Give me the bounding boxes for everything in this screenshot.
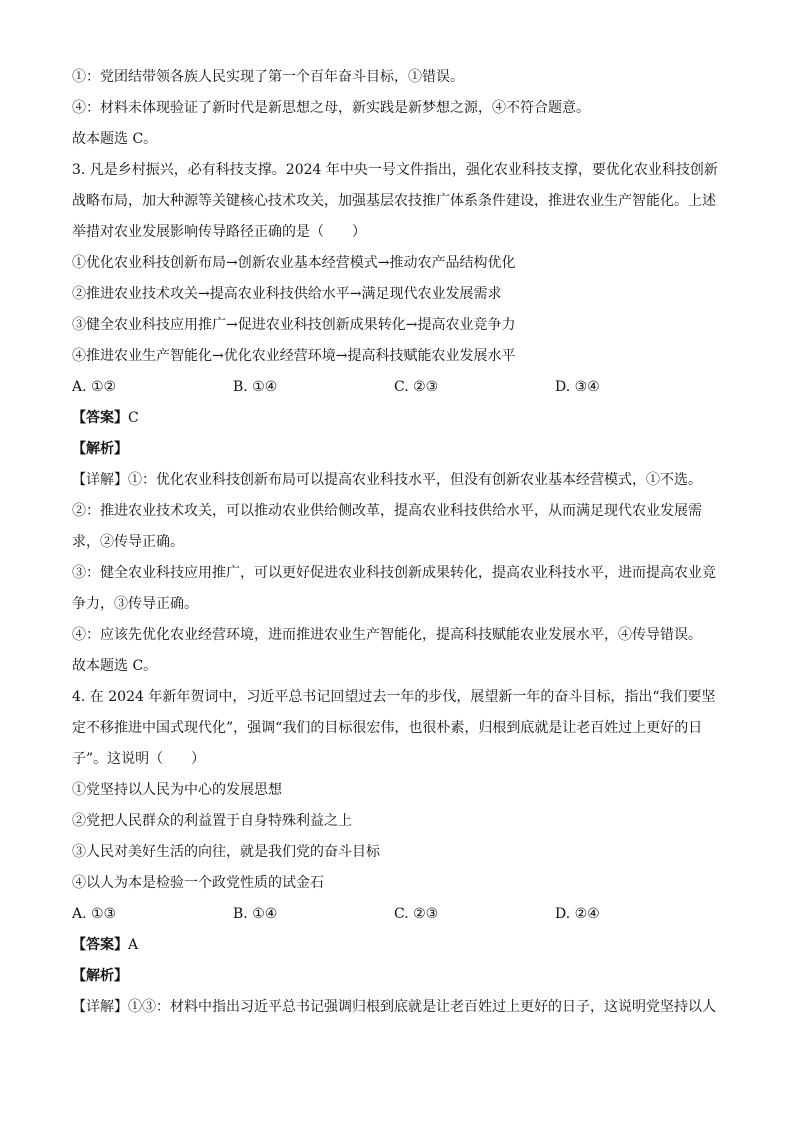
q3-options <box>72 372 732 403</box>
q2-conclusion: 故本题选 C。 <box>72 131 158 147</box>
q4-options <box>72 899 732 930</box>
q4-stem-line-2: 定不移推进中国式现代化”，强调“我们的目标很宏伟，也很朴素，归根到底就是让老百姓过上更好的日 <box>72 720 703 736</box>
q3-stem-line-1: 3. 凡是乡村振兴，必有科技支撑。2024 年中央一号文件指出，强化农业科技支撑，要优化农业科技创新 <box>72 162 718 178</box>
q4-statement-1: ①党坚持以人民为中心的发展思想 <box>72 782 282 798</box>
q3-detail-line-1: 【详解】①：优化农业科技创新布局可以提高农业科技水平，但没有创新农业基本经营模式，①不选。 <box>72 472 702 488</box>
q3-statement-1: ①优化农业科技创新布局→创新农业基本经营模式→推动农产品结构优化 <box>72 255 516 271</box>
q4-statement-4: ④以人为本是检验一个政党性质的试金石 <box>72 875 324 891</box>
q3-analysis-heading <box>72 434 732 465</box>
q4-option-b: B. ①④ <box>233 906 278 922</box>
analysis-label: 【解析】 <box>72 968 128 984</box>
q4-statement-2: ②党把人民群众的利益置于自身特殊利益之上 <box>72 813 352 829</box>
q4-stem-line-1: 4. 在 2024 年新年贺词中，习近平总书记回望过去一年的步伐，展望新一年的奋斗目标，指出“我们要坚 <box>72 689 716 705</box>
q3-detail-line-2: ②：推进农业技术攻关，可以推动农业供给侧改革，提高农业科技供给水平，从而满足现代农业发展需 <box>72 503 702 519</box>
q3-option-d: D. ③④ <box>555 379 600 395</box>
q4-option-a: A. ①③ <box>72 906 117 922</box>
q3-statement-4: ④推进农业生产智能化→优化农业经营环境→提高科技赋能农业发展水平 <box>72 348 516 364</box>
answer-label: 【答案】 <box>72 410 128 426</box>
document-page <box>72 62 732 1023</box>
q4-detail-line-1: 【详解】①③：材料中指出习近平总书记强调归根到底就是让老百姓过上更好的日子，这说明党坚持以人 <box>72 999 716 1015</box>
q3-stem-line-3: 举措对农业发展影响传导路径正确的是（ ） <box>72 224 366 240</box>
q3-detail-line-4: ③：健全农业科技应用推广，可以更好促进农业科技创新成果转化，提高农业科技水平，进而提高农业竞 <box>72 565 716 581</box>
q3-stem-line-2: 战略布局，加大种源等关键核心技术攻关，加强基层农技推广体系条件建设，推进农业生产智能化。上述 <box>72 193 716 209</box>
answer-value: A <box>128 937 139 953</box>
q2-analysis-line-1: ①：党团结带领各族人民实现了第一个百年奋斗目标，①错误。 <box>72 69 464 85</box>
q4-answer <box>72 930 732 961</box>
q3-option-a: A. ①② <box>72 379 117 395</box>
q4-analysis-heading <box>72 961 732 992</box>
q3-detail-line-3: 求，②传导正确。 <box>72 534 184 550</box>
q4-stem-line-3: 子”。这说明（ ） <box>72 751 206 767</box>
analysis-label: 【解析】 <box>72 441 128 457</box>
q3-detail-line-6: ④：应该先优化农业经营环境，进而推进农业生产智能化，提高科技赋能农业发展水平，④传导错误。 <box>72 627 702 643</box>
q3-option-b: B. ①④ <box>233 379 278 395</box>
answer-label: 【答案】 <box>72 937 128 953</box>
q3-detail-line-5: 争力，③传导正确。 <box>72 596 198 612</box>
q4-option-c: C. ②③ <box>394 906 439 922</box>
answer-value: C <box>128 410 139 426</box>
q2-analysis-line-2: ④：材料未体现验证了新时代是新思想之母，新实践是新梦想之源，④不符合题意。 <box>72 100 590 116</box>
q3-statement-3: ③健全农业科技应用推广→促进农业科技创新成果转化→提高农业竞争力 <box>72 317 516 333</box>
q4-option-d: D. ②④ <box>555 906 600 922</box>
q3-option-c: C. ②③ <box>394 379 439 395</box>
q3-statement-2: ②推进农业技术攻关→提高农业科技供给水平→满足现代农业发展需求 <box>72 286 502 302</box>
q3-answer <box>72 403 732 434</box>
q3-conclusion: 故本题选 C。 <box>72 658 158 674</box>
q4-statement-3: ③人民对美好生活的向往，就是我们党的奋斗目标 <box>72 844 380 860</box>
